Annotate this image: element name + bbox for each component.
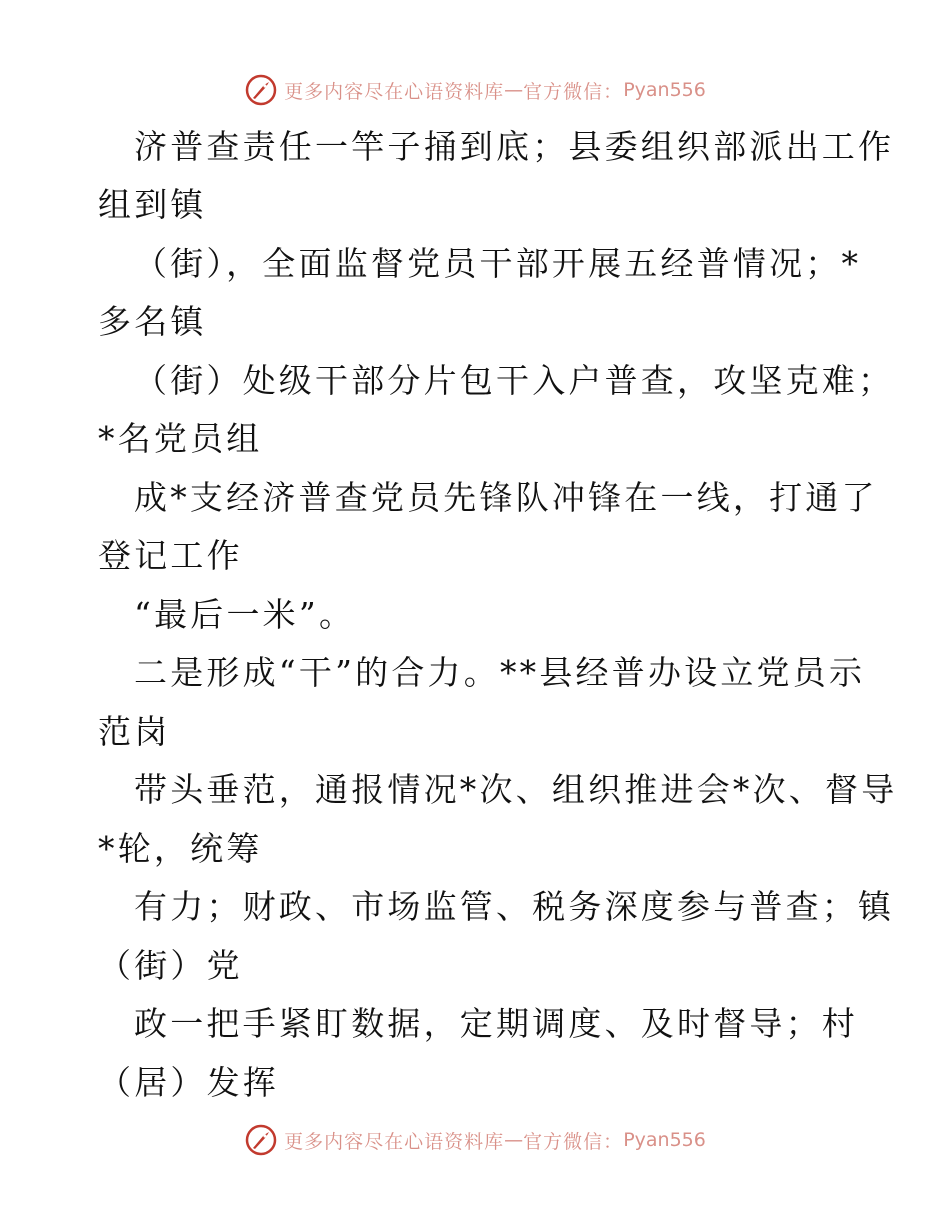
watermark-site-text: 更多内容尽在心语资料库 <box>284 1130 505 1153</box>
watermark-separator: — <box>504 79 524 101</box>
body-line: 二是形成“干”的合力。**县经普办设立党员示 <box>134 653 866 692</box>
pen-nib-icon <box>244 1123 278 1157</box>
header-watermark <box>0 70 950 110</box>
body-line: 济普查责任一竿子捅到底；县委组织部派出工作 <box>134 127 895 166</box>
watermark-wechat-label: 官方微信： <box>523 1130 624 1153</box>
body-line: （街）处级干部分片包干入户普查，攻坚克难； <box>134 361 895 400</box>
body-line: 组到镇 <box>98 185 207 224</box>
body-line: 有力；财政、市场监管、税务深度参与普查；镇 <box>134 887 895 926</box>
body-line: 范岗 <box>98 712 171 751</box>
body-line: *轮，统筹 <box>98 829 263 868</box>
body-line: 政一把手紧盯数据，定期调度、及时督导；村 <box>134 1004 858 1043</box>
watermark-wechat-label: 官方微信： <box>523 80 624 103</box>
body-line: 带头垂范，通报情况*次、组织推进会*次、督导 <box>134 770 898 809</box>
pen-nib-icon <box>244 73 278 107</box>
body-line: “最后一米”。 <box>134 595 356 634</box>
body-line: （居）发挥 <box>98 1063 279 1102</box>
body-line: *名党员组 <box>98 419 263 458</box>
body-line: （街）党 <box>98 946 243 985</box>
body-line: 登记工作 <box>98 536 243 575</box>
body-line: 成*支经济普查党员先锋队冲锋在一线，打通了 <box>134 478 878 517</box>
body-line: 多名镇 <box>98 302 207 341</box>
watermark-wechat-id: Pyan556 <box>623 1129 706 1151</box>
body-line: （街），全面监督党员干部开展五经普情况；* <box>134 244 862 283</box>
watermark-separator: — <box>504 1129 524 1151</box>
watermark-site-text: 更多内容尽在心语资料库 <box>284 80 505 103</box>
watermark-wechat-id: Pyan556 <box>623 79 706 101</box>
footer-watermark <box>0 1120 950 1160</box>
